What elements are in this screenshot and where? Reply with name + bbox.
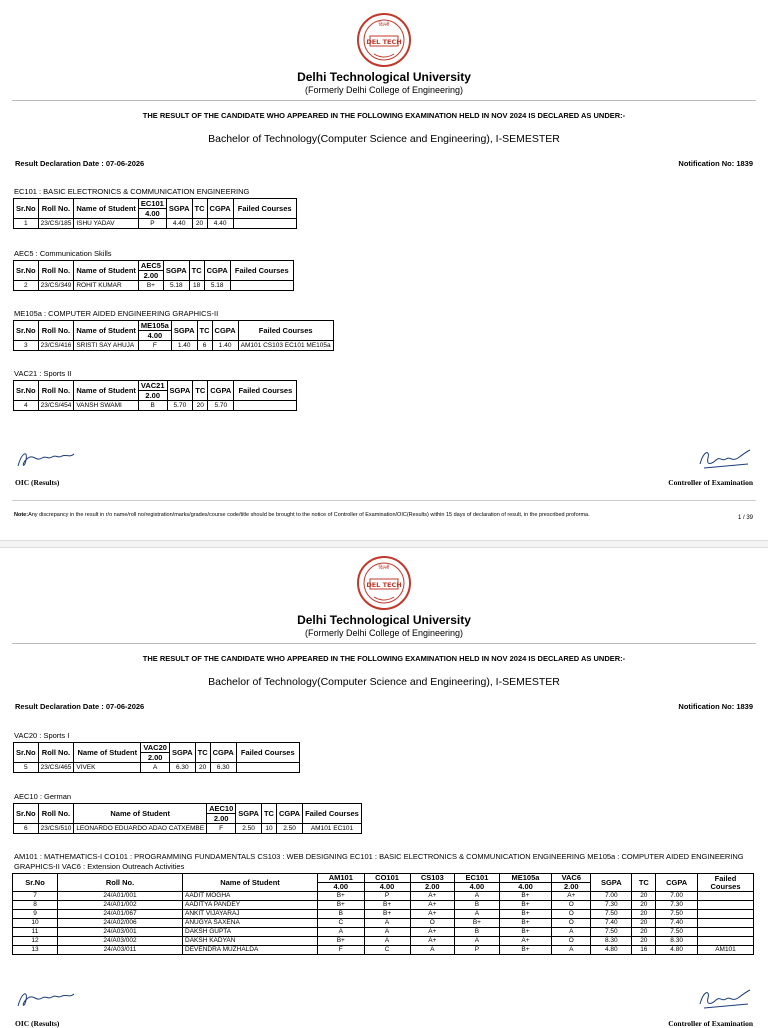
cell-failed: AM101 EC101 [303,824,362,834]
cell-grade: P [364,892,410,901]
header-failed: Failed Courses [303,804,362,824]
cell-tc: 10 [261,824,276,834]
cell-grade: B+ [499,901,552,910]
cell-tc: 20 [193,401,208,411]
divider [12,100,756,101]
header-failed: Failed Courses [238,321,333,341]
programme-title: Bachelor of Technology(Computer Science and Engineering), I-SEMESTER [208,676,560,688]
cell-name: LEONARDO EDUARDO ADAO CATXEMBE [74,824,207,834]
university-logo [356,555,412,611]
cell-name: VIVEK [74,763,141,773]
cell-tc: 20 [192,219,207,229]
logo-text: DEL TECH [366,38,402,46]
cell-cgpa: 5.70 [208,401,234,411]
cell-sgpa: 7.40 [591,919,632,928]
cell-failed [697,928,753,937]
cell-cgpa: 7.00 [656,892,698,901]
header-course-me105a: ME105a [499,874,552,883]
cell-grade: O [552,901,591,910]
cell-name: DAKSH GUPTA [183,928,318,937]
cell-grade: A [552,928,591,937]
cell-grade: F [207,824,236,834]
cell-srno: 10 [13,919,58,928]
cell-grade: A+ [410,910,455,919]
cell-srno: 3 [14,341,39,351]
course-title: AEC5 : Communication Skills [14,249,112,258]
header-srno: Sr.No [14,321,39,341]
header-sgpa: SGPA [166,199,192,219]
cell-name: AADITYA PANDEY [183,901,318,910]
failed-line-1: Failed [714,873,737,883]
cell-cgpa: 4.80 [656,946,698,955]
header-failed: Failed Courses [236,743,299,763]
table-row [13,937,754,946]
result-table [13,320,334,351]
table-row [14,401,297,411]
declaration-text: THE RESULT OF THE CANDIDATE WHO APPEARED IN THE FOLLOWING EXAMINATION HELD IN NOV 2024 IS DECLARED AS UNDER:- [142,654,626,663]
header-credit: 2.00 [410,883,455,892]
cell-tc: 16 [632,946,656,955]
cell-tc: 6 [197,341,212,351]
header-credit: 4.00 [364,883,410,892]
cell-cgpa: 7.50 [656,928,698,937]
header-credit: 4.00 [138,209,166,219]
header-course-code: AEC5 [138,261,163,271]
cell-grade: O [410,919,455,928]
cell-grade: B+ [499,928,552,937]
header-course-am101: AM101 [318,874,365,883]
notification-number: Notification No: 1839 [678,159,753,168]
header-name: Name of Student [74,199,139,219]
header-course-code: EC101 [138,199,166,209]
university-subtitle: (Formerly Delhi College of Engineering) [304,85,464,95]
cell-tc: 20 [632,901,656,910]
divider [12,643,756,644]
cell-grade: A [364,937,410,946]
cell-name: AADIT MOGHA [183,892,318,901]
cell-name: DEVENDRA MUZHALDA [183,946,318,955]
cell-srno: 2 [14,281,39,291]
header-failed: Failed Courses [230,261,293,281]
cell-failed [230,281,293,291]
header-credit: 4.00 [499,883,552,892]
cell-grade: B+ [499,946,552,955]
oic-label: OIC (Results) [15,1019,60,1028]
cell-sgpa: 2.50 [236,824,262,834]
cell-tc: 18 [189,281,204,291]
header-rollno: Roll No. [38,743,74,763]
cell-name: ROHIT KUMAR [74,281,139,291]
cell-grade: A [410,946,455,955]
cell-name: ANUGYA SAXENA [183,919,318,928]
header-cgpa: CGPA [208,381,234,401]
note-label: Note: [14,512,29,518]
cell-grade: O [552,910,591,919]
header-tc: TC [261,804,276,824]
cell-rollno: 23/CS/349 [38,281,74,291]
result-declaration-date: Result Declaration Date : 07-06-2026 [15,159,145,168]
cell-rollno: 24/A01/001 [58,892,183,901]
divider [12,500,756,501]
header-credit: 2.00 [207,814,236,824]
university-title: Delhi Technological University [297,613,471,627]
cell-grade: F [138,341,171,351]
cell-failed [697,937,753,946]
cell-grade: A+ [410,937,455,946]
table-row [14,281,294,291]
failed-line-2: Courses [710,881,741,891]
header-name: Name of Student [183,874,318,892]
header-failed: Failed Courses [234,381,297,401]
cell-sgpa: 4.80 [591,946,632,955]
coe-signature [694,984,754,1014]
cell-cgpa: 7.40 [656,919,698,928]
cell-srno: 13 [13,946,58,955]
cell-sgpa: 7.00 [591,892,632,901]
cell-grade: A+ [410,901,455,910]
cell-grade: B+ [499,910,552,919]
cell-grade: C [364,946,410,955]
cell-grade: A [318,928,365,937]
cell-grade: B+ [364,901,410,910]
cell-grade: A [364,919,410,928]
cell-failed [697,910,753,919]
header-course-ec101: EC101 [455,874,500,883]
cell-grade: A+ [552,892,591,901]
header-rollno: Roll No. [58,874,183,892]
header-tc: TC [192,199,207,219]
cell-grade: B [455,901,500,910]
course-list: AM101 : MATHEMATICS-I CO101 : PROGRAMMING FUNDAMENTALS CS103 : WEB DESIGNING EC101 : BASIC ELECTRONICS & COMMUNICATION ENGINEERING ME105a : COMPUTER AIDED ENGINEERING GRAPHICS-II VAC6 : Extension Outreach Activities [14,852,744,871]
logo-top-text: दिल्ली [378,565,390,571]
cell-srno: 9 [13,910,58,919]
header-credit: 2.00 [141,753,170,763]
cell-rollno: 24/A02/006 [58,919,183,928]
multi-course-result-table [12,873,754,955]
course-title: AEC10 : German [14,792,72,801]
header-credit: 4.00 [318,883,365,892]
cell-rollno: 24/A01/002 [58,901,183,910]
header-rollno: Roll No. [38,321,74,341]
table-row [14,341,334,351]
header-course-co101: CO101 [364,874,410,883]
header-sgpa: SGPA [167,381,193,401]
cell-rollno: 24/A03/011 [58,946,183,955]
result-declaration-date: Result Declaration Date : 07-06-2026 [15,702,145,711]
cell-failed [236,763,299,773]
logo-text: DEL TECH [366,581,402,589]
cell-sgpa: 4.40 [166,219,192,229]
cell-rollno: 24/A01/067 [58,910,183,919]
table-body [13,892,754,955]
oic-label: OIC (Results) [15,478,60,487]
cell-rollno: 24/A03/001 [58,928,183,937]
cell-sgpa: 7.30 [591,901,632,910]
note-text: Any discrepancy in the result in r/o name/roll no/registration/marks/grades/course code/title should be brought to the notice of Controller of Examination/OIC(Results) within 15 days of declaration of result, in the prescribed proforma. [28,512,590,518]
result-table [13,198,297,229]
header-tc: TC [195,743,210,763]
header-credit: 2.00 [138,391,167,401]
cell-cgpa: 7.30 [656,901,698,910]
header-srno: Sr.No [14,804,39,824]
cell-grade: A+ [499,937,552,946]
cell-grade: A+ [410,892,455,901]
header-name: Name of Student [74,321,139,341]
cell-cgpa: 7.50 [656,910,698,919]
cell-grade: A [455,937,500,946]
cell-failed: AM101 [697,946,753,955]
cell-grade: B+ [364,910,410,919]
header-cgpa: CGPA [204,261,230,281]
cell-grade: B+ [499,892,552,901]
cell-tc: 20 [195,763,210,773]
table-row [14,824,362,834]
header-course-code: VAC20 [141,743,170,753]
oic-signature [14,444,78,474]
university-logo [356,12,412,68]
page-number: 1 / 39 [737,515,753,521]
cell-rollno: 23/CS/454 [38,401,74,411]
notification-number: Notification No: 1839 [678,702,753,711]
header-rollno: Roll No. [38,199,74,219]
cell-srno: 8 [13,901,58,910]
header-name: Name of Student [74,804,207,824]
table-row [13,946,754,955]
page-break [0,540,768,548]
table-row [13,892,754,901]
cell-failed: AM101 CS103 EC101 ME105a [238,341,333,351]
header-srno: Sr.No [14,381,39,401]
cell-grade: B+ [318,901,365,910]
cell-sgpa: 6.30 [169,763,195,773]
cell-srno: 7 [13,892,58,901]
header-sgpa: SGPA [169,743,195,763]
header-srno: Sr.No [13,874,58,892]
cell-failed [697,919,753,928]
cell-grade: B+ [318,892,365,901]
cell-name: ISHU YADAV [74,219,139,229]
cell-failed [233,219,296,229]
cell-grade: B [138,401,167,411]
table-row [13,901,754,910]
cell-grade: C [318,919,365,928]
header-rollno: Roll No. [38,381,74,401]
declaration-text: THE RESULT OF THE CANDIDATE WHO APPEARED IN THE FOLLOWING EXAMINATION HELD IN NOV 2024 IS DECLARED AS UNDER:- [142,111,626,120]
cell-grade: F [318,946,365,955]
cell-cgpa: 2.50 [276,824,302,834]
header-name: Name of Student [74,261,139,281]
table-row [13,919,754,928]
course-title: VAC20 : Sports I [14,731,70,740]
cell-tc: 20 [632,892,656,901]
header-cgpa: CGPA [276,804,302,824]
cell-grade: O [552,937,591,946]
header-sgpa: SGPA [163,261,189,281]
header-credit: 4.00 [138,331,171,341]
coe-signature [694,444,754,474]
course-title: EC101 : BASIC ELECTRONICS & COMMUNICATION ENGINEERING [14,187,250,196]
header-failed: Failed Courses [233,199,296,219]
cell-grade: B+ [499,919,552,928]
cell-grade: O [552,919,591,928]
cell-grade: B+ [138,281,163,291]
cell-cgpa: 5.18 [204,281,230,291]
header-tc: TC [632,874,656,892]
cell-srno: 4 [14,401,39,411]
coe-label: Controller of Examination [668,1019,753,1028]
result-table [13,803,362,834]
cell-sgpa: 7.50 [591,910,632,919]
header-failed [697,874,753,892]
header-course-code: ME105a [138,321,171,331]
cell-cgpa: 6.30 [210,763,236,773]
result-table [13,742,300,773]
result-table [13,260,294,291]
cell-srno: 6 [14,824,39,834]
cell-grade: A [552,946,591,955]
cell-tc: 20 [632,937,656,946]
header-rollno: Roll No. [38,261,74,281]
cell-failed [697,901,753,910]
cell-tc: 20 [632,928,656,937]
cell-sgpa: 1.40 [171,341,197,351]
header-name: Name of Student [74,743,141,763]
cell-sgpa: 5.70 [167,401,193,411]
programme-title: Bachelor of Technology(Computer Science and Engineering), I-SEMESTER [208,133,560,145]
header-name: Name of Student [74,381,139,401]
cell-srno: 1 [14,219,39,229]
header-course-vac6: VAC6 [552,874,591,883]
footer-note [14,512,654,519]
cell-cgpa: 8.30 [656,937,698,946]
cell-srno: 12 [13,937,58,946]
result-table [13,380,297,411]
logo-top-text: दिल्ली [378,22,390,28]
cell-rollno: 23/CS/510 [38,824,74,834]
cell-rollno: 23/CS/185 [38,219,74,229]
cell-failed [697,892,753,901]
table-row [13,910,754,919]
cell-grade: A [455,910,500,919]
cell-grade: A [455,892,500,901]
cell-rollno: 23/CS/416 [38,341,74,351]
cell-tc: 20 [632,910,656,919]
cell-grade: A+ [410,928,455,937]
cell-grade: P [138,219,166,229]
course-title: VAC21 : Sports II [14,369,72,378]
header-srno: Sr.No [14,261,39,281]
cell-name: ANKIT VIJAYARAJ [183,910,318,919]
header-sgpa: SGPA [591,874,632,892]
cell-grade: A [364,928,410,937]
coe-label: Controller of Examination [668,478,753,487]
header-course-cs103: CS103 [410,874,455,883]
table-row [14,763,300,773]
university-title: Delhi Technological University [297,70,471,84]
cell-grade: B+ [455,919,500,928]
header-cgpa: CGPA [212,321,238,341]
header-sgpa: SGPA [171,321,197,341]
cell-cgpa: 4.40 [207,219,233,229]
cell-cgpa: 1.40 [212,341,238,351]
cell-rollno: 24/A03/002 [58,937,183,946]
course-title: ME105a : COMPUTER AIDED ENGINEERING GRAPHICS-II [14,309,219,318]
header-rollno: Roll No. [38,804,74,824]
cell-sgpa: 7.50 [591,928,632,937]
cell-name: SRISTI SAY AHUJA [74,341,139,351]
cell-rollno: 23/CS/465 [38,763,74,773]
header-tc: TC [193,381,208,401]
cell-sgpa: 8.30 [591,937,632,946]
cell-srno: 5 [14,763,39,773]
cell-grade: B+ [318,937,365,946]
header-credit: 4.00 [455,883,500,892]
cell-failed [234,401,297,411]
table-row [13,928,754,937]
header-course-code: VAC21 [138,381,167,391]
header-cgpa: CGPA [210,743,236,763]
cell-name: DAKSH KADYAN [183,937,318,946]
cell-srno: 11 [13,928,58,937]
header-course-code: AEC10 [207,804,236,814]
oic-signature [14,984,78,1014]
cell-name: VANSH SWAMI [74,401,139,411]
header-credit: 2.00 [552,883,591,892]
university-subtitle: (Formerly Delhi College of Engineering) [304,628,464,638]
cell-grade: P [455,946,500,955]
cell-grade: B [455,928,500,937]
header-tc: TC [189,261,204,281]
header-cgpa: CGPA [207,199,233,219]
header-credit: 2.00 [138,271,163,281]
cell-tc: 20 [632,919,656,928]
cell-sgpa: 5.18 [163,281,189,291]
header-sgpa: SGPA [236,804,262,824]
header-tc: TC [197,321,212,341]
table-row [14,219,297,229]
header-cgpa: CGPA [656,874,698,892]
header-srno: Sr.No [14,199,39,219]
header-srno: Sr.No [14,743,39,763]
cell-grade: B [318,910,365,919]
cell-grade: A [141,763,170,773]
